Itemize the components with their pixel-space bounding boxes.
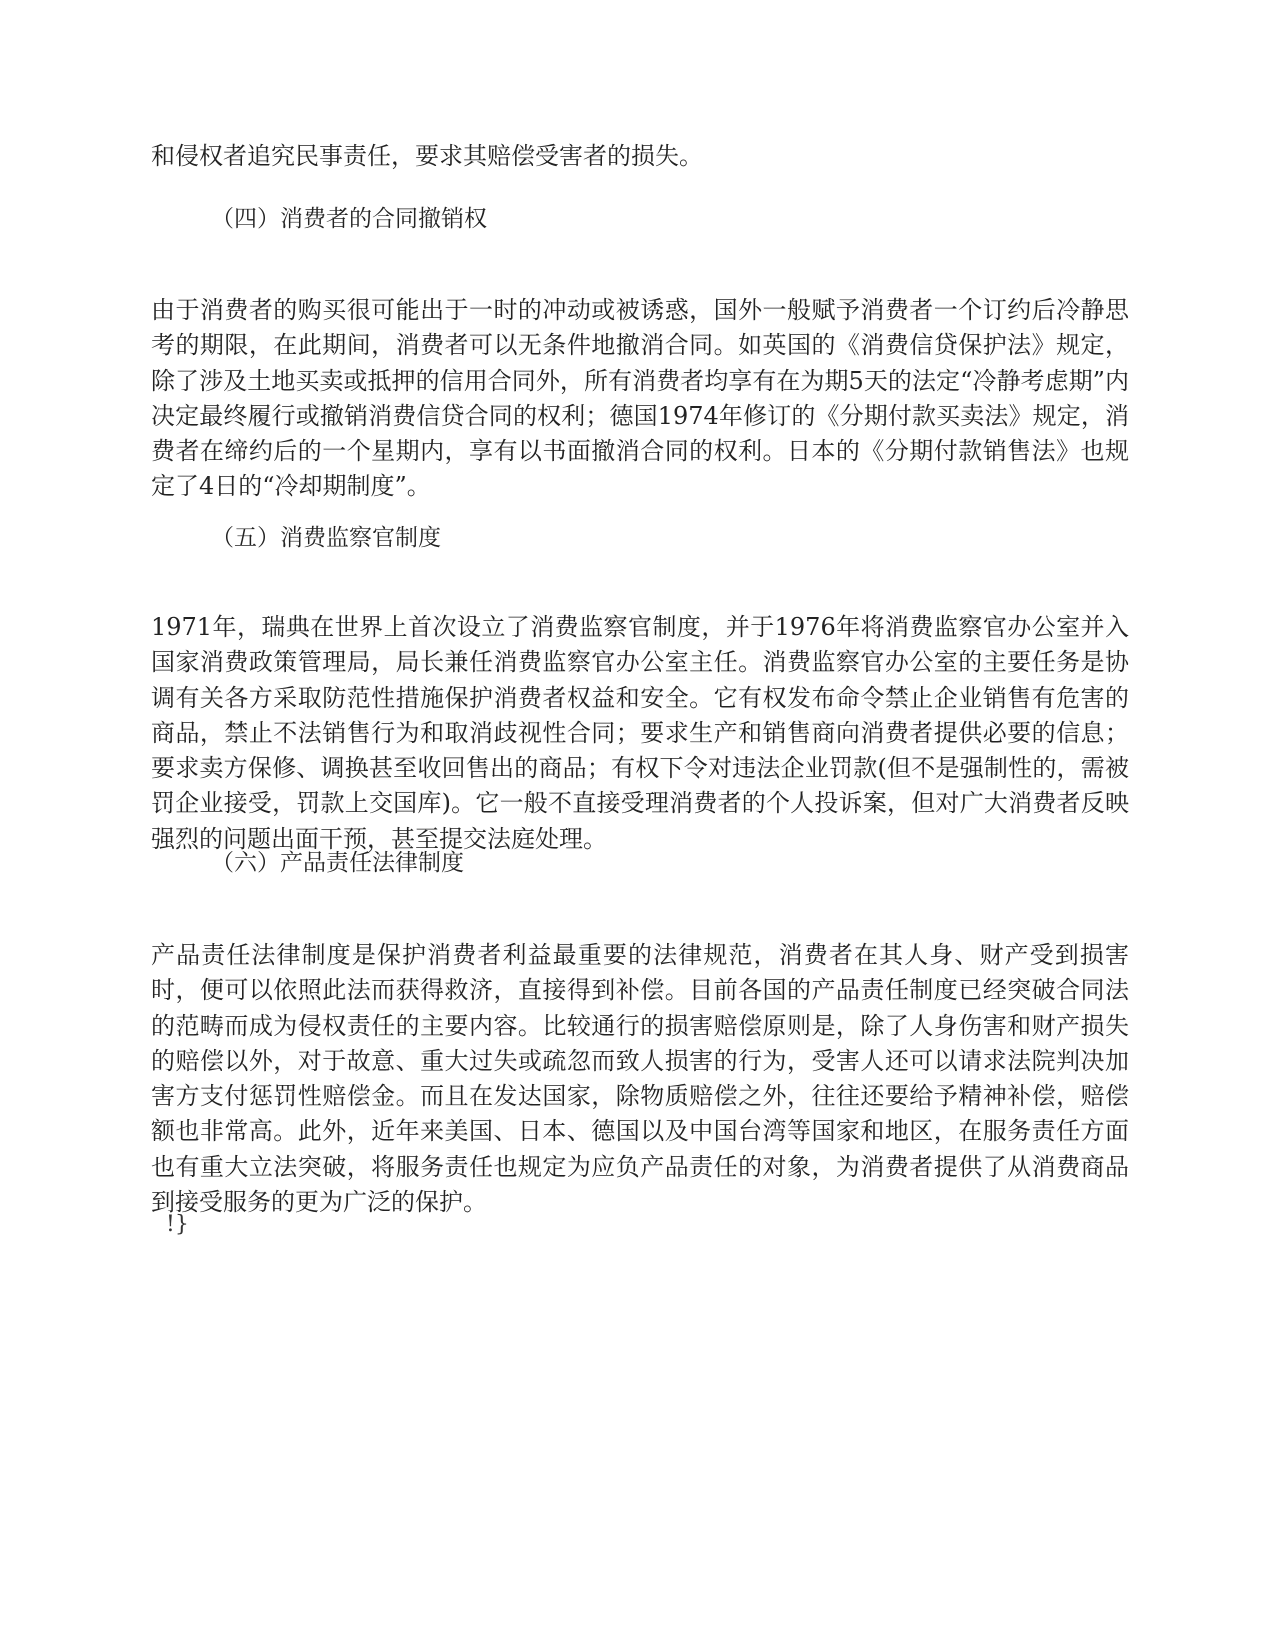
section-body-five: 1971年，瑞典在世界上首次设立了消费监察官制度，并于1976年将消费监察官办公室并入国家消费政策管理局，局长兼任消费监察官办公室主任。消费监察官办公室的主要任务是协调有关各方采取防范性措施保护消费者权益和安全。它有权发布命令禁止企业销售有危害的商品，禁止不法销售行为和取消歧视性合同；要求生产和销售商向消费者提供必要的信息；要求卖方保修、调换甚至收回售出的商品；有权下令对违法企业罚款(但不是强制性的，需被罚企业接受，罚款上交国库)。它一般不直接受理消费者的个人投诉案，但对广大消费者反映强烈的问题出面干预，甚至提交法庭处理。 — [151, 613, 1129, 853]
section-body-six: 产品责任法律制度是保护消费者利益最重要的法律规范，消费者在其人身、财产受到损害时，便可以依照此法而获得救济，直接得到补偿。目前各国的产品责任制度已经突破合同法的范畴而成为侵权责任的主要内容。比较通行的损害赔偿原则是，除了人身伤害和财产损失的赔偿以外，对于故意、重大过失或疏忽而致人损害的行为，受害人还可以请求法院判决加害方支付惩罚性赔偿金。而且在发达国家，除物质赔偿之外，往往还要给予精神补偿，赔偿额也非常高。此外，近年来美国、日本、德国以及中国台湾等国家和地区，在服务责任方面也有重大立法突破，将服务责任也规定为应负产品责任的对象，为消费者提供了从消费商品到接受服务的更为广泛的保护。 — [151, 941, 1129, 1217]
section-heading-six: （六）产品责任法律制度 — [211, 850, 464, 876]
section-heading-five: （五）消费监察官制度 — [211, 525, 441, 551]
section-heading-four: （四）消费者的合同撤销权 — [211, 206, 487, 232]
stray-mark: !} — [166, 1212, 189, 1237]
carryover-paragraph: 和侵权者追究民事责任，要求其赔偿受害者的损失。 — [151, 142, 703, 170]
section-body-four: 由于消费者的购买很可能出于一时的冲动或被诱惑，国外一般赋予消费者一个订约后冷静思考的期限，在此期间，消费者可以无条件地撤消合同。如英国的《消费信贷保护法》规定，除了涉及土地买卖或抵押的信用合同外，所有消费者均享有在为期5天的法定“冷静考虑期”内决定最终履行或撤销消费信贷合同的权利；德国1974年修订的《分期付款买卖法》规定，消费者在缔约后的一个星期内，享有以书面撤消合同的权利。日本的《分期付款销售法》也规定了4日的“冷却期制度”。 — [151, 296, 1129, 501]
